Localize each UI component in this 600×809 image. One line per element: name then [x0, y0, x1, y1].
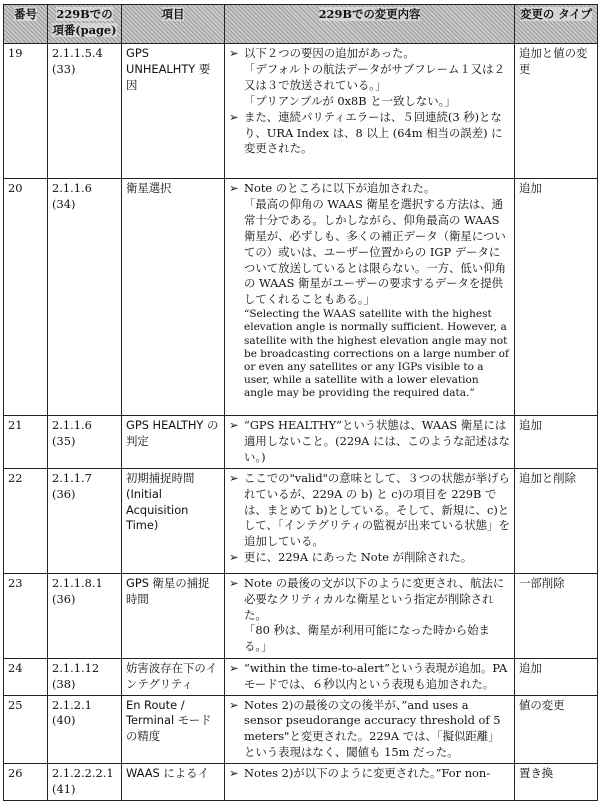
- row-section: 2.1.1.8.1 (36): [48, 573, 122, 658]
- row-number: 26: [4, 764, 48, 801]
- row-section: 2.1.2.1 (40): [48, 695, 122, 764]
- change-table: [3, 4, 598, 801]
- row-content: ➢ Notes 2)が以下のように変更された。”For non-: [225, 764, 515, 801]
- row-content: ➢ ここでの"valid"の意味として、３つの状態が挙げられているが、229A の b) と c)の項目を 229B では、まとめて b)としている。そして、新規に、c)として、「インテグリティの監視が出来ている状態」を追加している。 ➢ 更に、229A にあった Note が削除された。: [225, 468, 515, 573]
- row-type: 値の変更: [515, 695, 598, 764]
- arrow-bullet-icon: ➢: [229, 181, 239, 195]
- table-row: [4, 695, 598, 764]
- row-type: 一部削除: [515, 573, 598, 658]
- arrow-bullet-icon: ➢: [229, 660, 239, 675]
- row-type: 追加: [515, 179, 598, 416]
- row-content: ➢ Note の最後の文が以下のように変更され、航法に必要なクリティカルな衛星という指定が削除された。 「80 秒は、衛星が利用可能になった時から始まる。」: [225, 573, 515, 658]
- header-item: 項目: [122, 5, 225, 44]
- header-number: 番号: [4, 5, 48, 44]
- row-number: 25: [4, 695, 48, 764]
- row-item: 衛星選択: [122, 179, 225, 416]
- row-type: 追加: [515, 658, 598, 695]
- row-item: 初期捕捉時間 (Initial Acquisition Time): [122, 468, 225, 573]
- arrow-bullet-icon: ➢: [229, 766, 239, 781]
- arrow-bullet-icon: ➢: [229, 470, 239, 485]
- table-row: [4, 468, 598, 573]
- row-section: 2.1.1.7 (36): [48, 468, 122, 573]
- table-header-row: [4, 5, 598, 44]
- row-type: 追加と削除: [515, 468, 598, 573]
- arrow-bullet-icon: ➢: [229, 109, 239, 124]
- row-item: 妨害波存在下のインテグリティ: [122, 658, 225, 695]
- row-content: ➢ Notes 2)の最後の文の後半が、”and uses a sensor pseudorange accuracy threshold of 5 meters"と変更された。229A では、「擬似距離」という表現はなく、閾値も 15m だった。: [225, 695, 515, 764]
- row-number: 19: [4, 44, 48, 179]
- row-item: GPS 衛星の捕捉時間: [122, 573, 225, 658]
- table-row: [4, 416, 598, 469]
- row-section: 2.1.1.6 (34): [48, 179, 122, 416]
- row-item: GPS HEALTHY の判定: [122, 416, 225, 469]
- table-row: [4, 44, 598, 179]
- row-section: 2.1.1.5.4 (33): [48, 44, 122, 179]
- row-number: 21: [4, 416, 48, 469]
- arrow-bullet-icon: ➢: [229, 550, 239, 565]
- arrow-bullet-icon: ➢: [229, 418, 239, 432]
- header-content: 229Bでの変更内容: [225, 5, 515, 44]
- header-section: 229Bでの 項番(page): [48, 5, 122, 44]
- row-number: 20: [4, 179, 48, 416]
- row-type: 追加と値の変更: [515, 44, 598, 179]
- row-content: ➢ “within the time-to-alert”という表現が追加。PA モードでは、６秒以内という表現も追加された。: [225, 658, 515, 695]
- arrow-bullet-icon: ➢: [229, 697, 239, 712]
- row-type: 置き換: [515, 764, 598, 801]
- row-content: ➢ 以下２つの要因の追加があった。 「デフォルトの航法データがサブフレーム１又は２又は３で放送されている。」 「プリアンブルが 0x8B と一致しない。」 ➢ また、連続パリティエラーは、５回連続(3 秒)となり、URA Index は、8 以上 (64m 相当の誤差) に変更された。: [225, 44, 515, 179]
- table-row: [4, 573, 598, 658]
- row-item: WAAS によるイ: [122, 764, 225, 801]
- row-number: 22: [4, 468, 48, 573]
- row-type: 追加: [515, 416, 598, 469]
- row-content: ➢ “GPS HEALTHY”という状態は、WAAS 衛星には適用しないこと。(229A には、このような記述はない。): [225, 416, 515, 469]
- row-content: ➢ Note のところに以下が追加された。 「最高の仰角の WAAS 衛星を選択する方法は、通常十分である。しかしながら、仰角最高の WAAS 衛星が、必ずしも、多くの補正データ（衛星についての）或いは、ユーザー位置からの IGP データについて放送しているとは限らない。一方、低い仰角の WAAS 衛星がユーザーの要求するデータを提供してくれることもある。」 “Selecting the WAAS satellite with the highest elevation angle is normally sufficient. However, a satellite with the highest elevation angle may not be broadcasting corrections on a large number of or even any satellites or any IGPs visible to a user, while a satellite with a lower elevation angle may be providing the required data.”: [225, 179, 515, 416]
- header-type: 変更の タイプ: [515, 5, 598, 44]
- arrow-bullet-icon: ➢: [229, 575, 239, 590]
- row-number: 24: [4, 658, 48, 695]
- row-item: GPS UNHEALHTY 要因: [122, 44, 225, 179]
- row-section: 2.1.1.12 (38): [48, 658, 122, 695]
- row-section: 2.1.2.2.2.1 (41): [48, 764, 122, 801]
- table-row: [4, 658, 598, 695]
- table-row: [4, 764, 598, 801]
- row-item: En Route / Terminal モードの精度: [122, 695, 225, 764]
- arrow-bullet-icon: ➢: [229, 46, 239, 60]
- row-number: 23: [4, 573, 48, 658]
- table-row: [4, 179, 598, 416]
- row-section: 2.1.1.6 (35): [48, 416, 122, 469]
